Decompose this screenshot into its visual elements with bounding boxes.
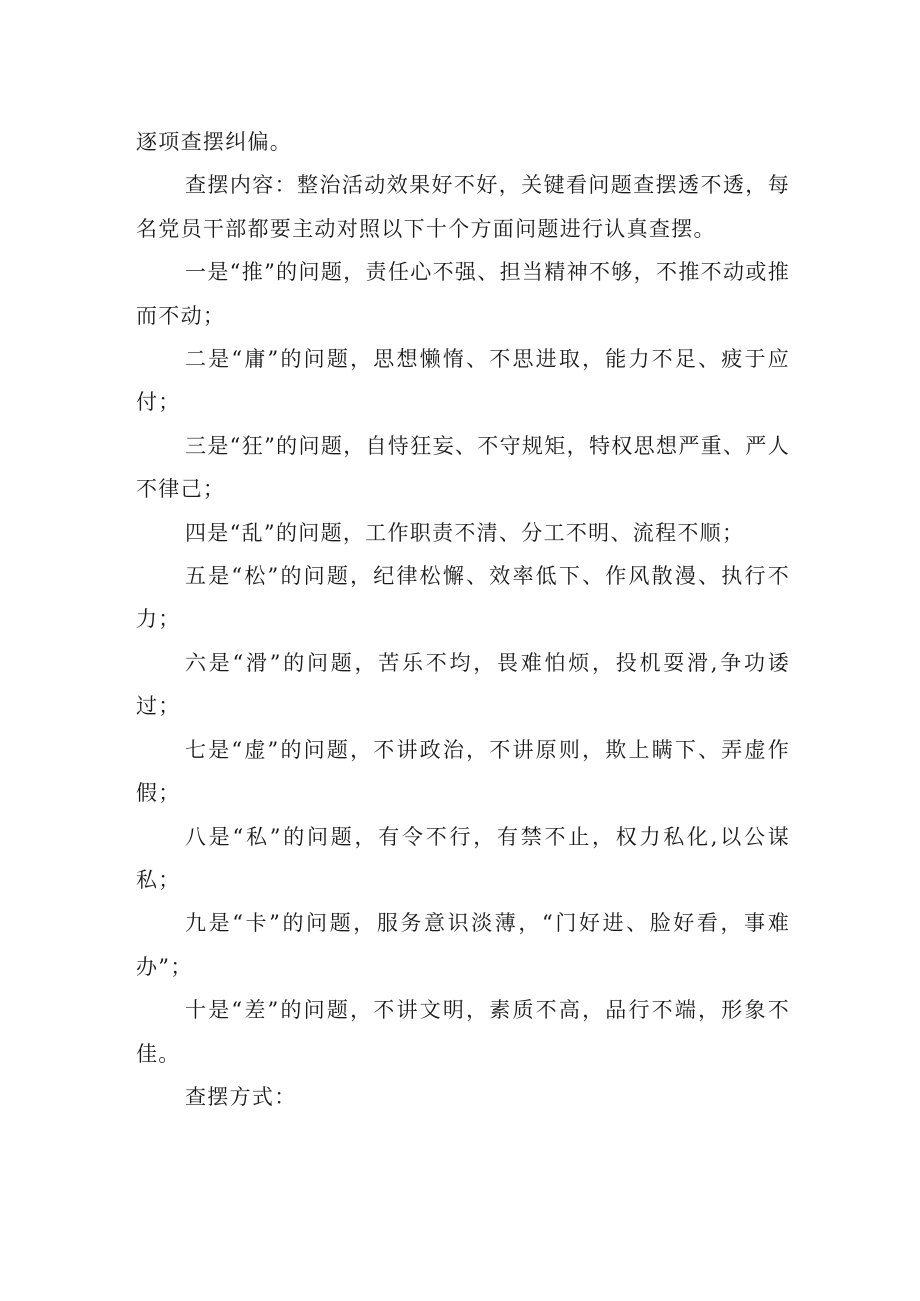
paragraph-item-6: 六是“滑”的问题，苦乐不均，畏难怕烦，投机耍滑,争功诿过； bbox=[136, 650, 790, 719]
paragraph-item-5: 五是“松”的问题，纪律松懈、效率低下、作风散漫、执行不力； bbox=[136, 564, 790, 632]
paragraph-item-9: 九是“卡”的问题，服务意识淡薄，“门好进、脸好看，事难办”； bbox=[136, 911, 790, 979]
paragraph-item-3: 三是“狂”的问题，自恃狂妄、不守规矩，特权思想严重、严人不律己； bbox=[136, 433, 790, 502]
paragraph-intro: 逐项查摆纠偏。 bbox=[136, 130, 293, 154]
document-body bbox=[136, 121, 790, 1119]
paragraph-check-method: 查摆方式： bbox=[185, 1084, 297, 1109]
paragraph-item-2: 二是“庸”的问题，思想懒惰、不思进取，能力不足、疲于应付； bbox=[136, 347, 790, 415]
paragraph-item-1: 一是“推”的问题，责任心不强、担当精神不够，不推不动或推而不动； bbox=[136, 260, 790, 328]
paragraph-item-8: 八是“私”的问题，有令不行，有禁不止，权力私化,以公谋私； bbox=[136, 824, 790, 892]
paragraph-item-7: 七是“虚”的问题，不讲政治，不讲原则，欺上瞒下、弄虚作假； bbox=[136, 737, 790, 806]
paragraph-item-10: 十是“差”的问题，不讲文明，素质不高，品行不端，形象不佳。 bbox=[136, 998, 790, 1066]
paragraph-check-content: 查摆内容：整治活动效果好不好，关键看问题查摆透不透，每名党员干部都要主动对照以下十个方面问题进行认真查摆。 bbox=[136, 173, 790, 241]
paragraph-item-4: 四是“乱”的问题，工作职责不清、分工不明、流程不顺； bbox=[185, 520, 745, 545]
